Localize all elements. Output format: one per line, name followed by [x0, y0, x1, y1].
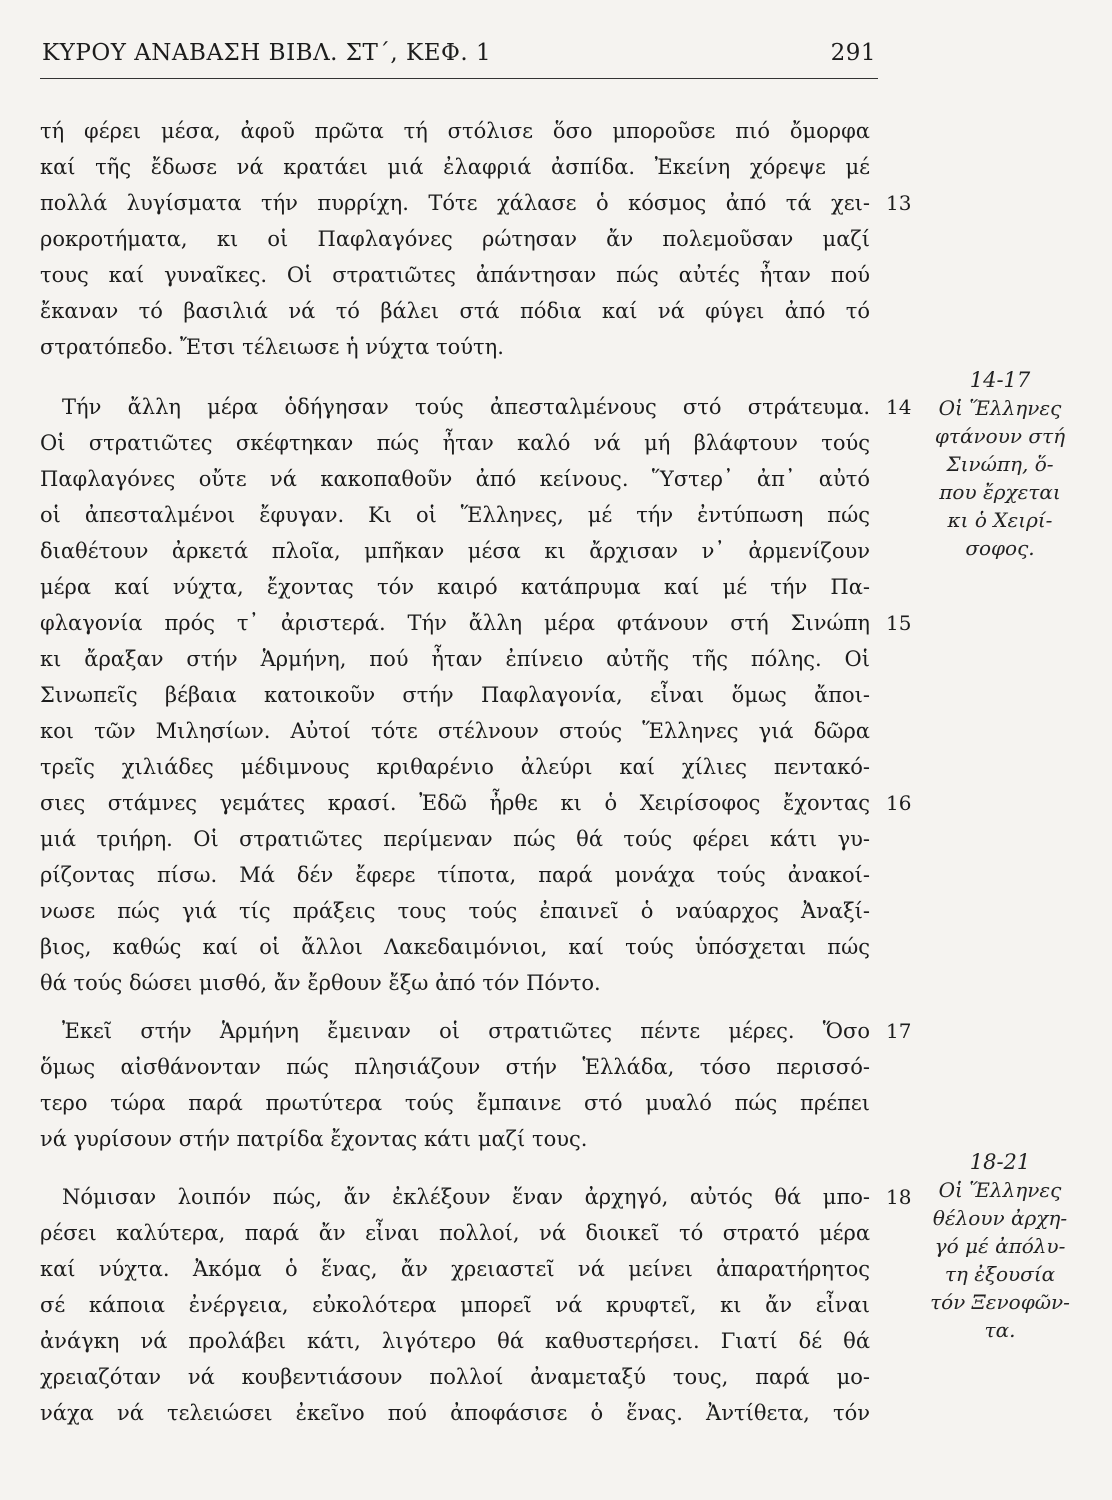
text-line: πολλά λυγίσματα τήν πυρρίχη. Τότε χάλασε ὁ κόσμος ἀπό τά χει- [40, 191, 870, 215]
section-number: 18 [886, 1185, 912, 1209]
text-line: σέ κάποια ἐνέργεια, εὐκολότερα μπορεῖ νά κρυφτεῖ, κι ἄν εἶναι [40, 1293, 870, 1317]
text-line: στρατόπεδο. Ἔτσι τέλειωσε ἡ νύχτα τούτη. [40, 335, 504, 359]
text-line: τερο τώρα παρά πρωτύτερα τούς ἔμπαινε στό μυαλό πώς πρέπει [40, 1091, 870, 1115]
text-line: ρέσει καλύτερα, παρά ἄν εἶναι πολλοί, νά διοικεῖ τό στρατό μέρα [40, 1221, 870, 1245]
text-line: χρειαζόταν νά κουβεντιάσουν πολλοί ἀναμεταξύ τους, παρά μο- [40, 1365, 870, 1389]
text-line: κι ἄραξαν στήν Ἁρμήνη, πού ἦταν ἐπίνειο αὐτῆς τῆς πόλης. Οἱ [40, 647, 870, 671]
text-line: διαθέτουν ἀρκετά πλοῖα, μπῆκαν μέσα κι ἄρχισαν ν᾽ ἀρμενίζουν [40, 539, 870, 563]
margin-note [925, 366, 1075, 562]
running-title: ΚΥΡΟΥ ΑΝΑΒΑΣΗ ΒΙΒΛ. ΣΤ΄, ΚΕΦ. 1 [42, 40, 492, 66]
section-number: 16 [886, 791, 912, 815]
text-line: Οἱ στρατιῶτες σκέφτηκαν πώς ἦταν καλό νά μή βλάφτουν τούς [40, 431, 870, 455]
text-line: τή φέρει μέσα, ἀφοῦ πρῶτα τή στόλισε ὅσο μποροῦσε πιό ὄμορφα [40, 119, 870, 143]
margin-note-line: Σινώπη, ὅ- [946, 452, 1054, 476]
text-line: μιά τριήρη. Οἱ στρατιῶτες περίμεναν πώς θά τούς φέρει κάτι γυ- [40, 827, 870, 851]
margin-note-line: γό μέ ἀπόλυ- [934, 1234, 1066, 1258]
section-number: 17 [886, 1019, 912, 1043]
margin-note-line: που ἔρχεται [939, 480, 1061, 504]
text-line: θά τούς δώσει μισθό, ἄν ἔρθουν ἔξω ἀπό τόν Πόντο. [40, 971, 601, 995]
text-line: μέρα καί νύχτα, ἔχοντας τόν καιρό κατάπρυμα καί μέ τήν Πα- [40, 575, 870, 599]
text-line: βιος, καθώς καί οἱ ἄλλοι Λακεδαιμόνιοι, καί τούς ὑπόσχεται πώς [40, 935, 870, 959]
text-line: νάχα νά τελειώσει ἐκεῖνο πού ἀποφάσισε ὁ ἕνας. Ἀντίθετα, τόν [40, 1401, 870, 1425]
running-header [42, 36, 876, 76]
margin-note-line: Οἱ Ἕλληνες [938, 396, 1062, 420]
text-line: καί τῆς ἔδωσε νά κρατάει μιά ἐλαφριά ἀσπίδα. Ἐκείνη χόρεψε μέ [40, 155, 870, 179]
margin-note-line: φτάνουν στή [934, 424, 1066, 448]
text-line: Σινωπεῖς βέβαια κατοικοῦν στήν Παφλαγονία, εἶναι ὅμως ἄποι- [40, 683, 870, 707]
text-line: ἔκαναν τό βασιλιά νά τό βάλει στά πόδια καί νά φύγει ἀπό τό [40, 299, 870, 323]
margin-note-line: τα. [984, 1318, 1016, 1342]
text-line: νωσε πώς γιά τίς πράξεις τους τούς ἐπαινεῖ ὁ ναύαρχος Ἀναξί- [40, 899, 870, 923]
text-line: Νόμισαν λοιπόν πώς, ἄν ἐκλέξουν ἕναν ἀρχηγό, αὐτός θά μπο- [62, 1185, 870, 1209]
text-line: σιες στάμνες γεμάτες κρασί. Ἐδῶ ἦρθε κι ὁ Χειρίσοφος ἔχοντας [40, 791, 870, 815]
text-line: καί νύχτα. Ἀκόμα ὁ ἕνας, ἄν χρειαστεῖ νά μείνει ἀπαρατήρητος [40, 1257, 870, 1281]
text-line: Παφλαγόνες οὔτε νά κακοπαθοῦν ἀπό κείνους. Ὕστερ᾽ ἀπ᾽ αὐτό [40, 467, 870, 491]
text-line: τρεῖς χιλιάδες μέδιμνους κριθαρένιο ἀλεύρι καί χίλιες πεντακό- [40, 755, 870, 779]
margin-note-line: τόν Ξενοφῶν- [930, 1290, 1070, 1314]
text-line: τους καί γυναῖκες. Οἱ στρατιῶτες ἀπάντησαν πώς αὐτές ἦταν πού [40, 263, 870, 287]
margin-note-line: σοφος. [965, 536, 1035, 560]
margin-note-line: τη ἐξουσία [944, 1262, 1056, 1286]
text-line: φλαγονία πρός τ᾽ ἀριστερά. Τήν ἄλλη μέρα φτάνουν στή Σινώπη [40, 611, 870, 635]
section-number: 13 [886, 191, 912, 215]
margin-note-range: 14-17 [969, 368, 1031, 392]
text-line: ρίζοντας πίσω. Μά δέν ἔφερε τίποτα, παρά μονάχα τούς ἀνακοί- [40, 863, 870, 887]
text-line: Ἐκεῖ στήν Ἁρμήνη ἔμειναν οἱ στρατιῶτες πέντε μέρες. Ὅσο [62, 1019, 870, 1043]
text-line: ἀνάγκη νά προλάβει κάτι, λιγότερο θά καθυστερήσει. Γιατί δέ θά [40, 1329, 870, 1353]
section-number: 14 [886, 395, 912, 419]
section-number: 15 [886, 611, 912, 635]
text-line: κοι τῶν Μιλησίων. Αὐτοί τότε στέλνουν στούς Ἕλληνες γιά δῶρα [40, 719, 870, 743]
margin-note-line: κι ὁ Χειρί- [947, 508, 1053, 532]
text-line: οἱ ἀπεσταλμένοι ἔφυγαν. Κι οἱ Ἕλληνες, μέ τήν ἐντύπωση πώς [40, 503, 870, 527]
text-line: Τήν ἄλλη μέρα ὁδήγησαν τούς ἀπεσταλμένους στό στράτευμα. [62, 395, 870, 419]
page-number: 291 [830, 40, 876, 66]
header-rule [40, 78, 878, 79]
margin-note-line: θέλουν ἀρχη- [932, 1206, 1068, 1230]
text-line: ὅμως αἰσθάνονταν πώς πλησιάζουν στήν Ἑλλάδα, τόσο περισσό- [40, 1055, 870, 1079]
margin-note-line: Οἱ Ἕλληνες [938, 1178, 1062, 1202]
margin-note [925, 1148, 1075, 1344]
margin-note-range: 18-21 [969, 1150, 1031, 1174]
text-line: νά γυρίσουν στήν πατρίδα ἔχοντας κάτι μαζί τους. [40, 1127, 588, 1151]
text-line: ροκροτήματα, κι οἱ Παφλαγόνες ρώτησαν ἄν πολεμοῦσαν μαζί [40, 227, 870, 251]
